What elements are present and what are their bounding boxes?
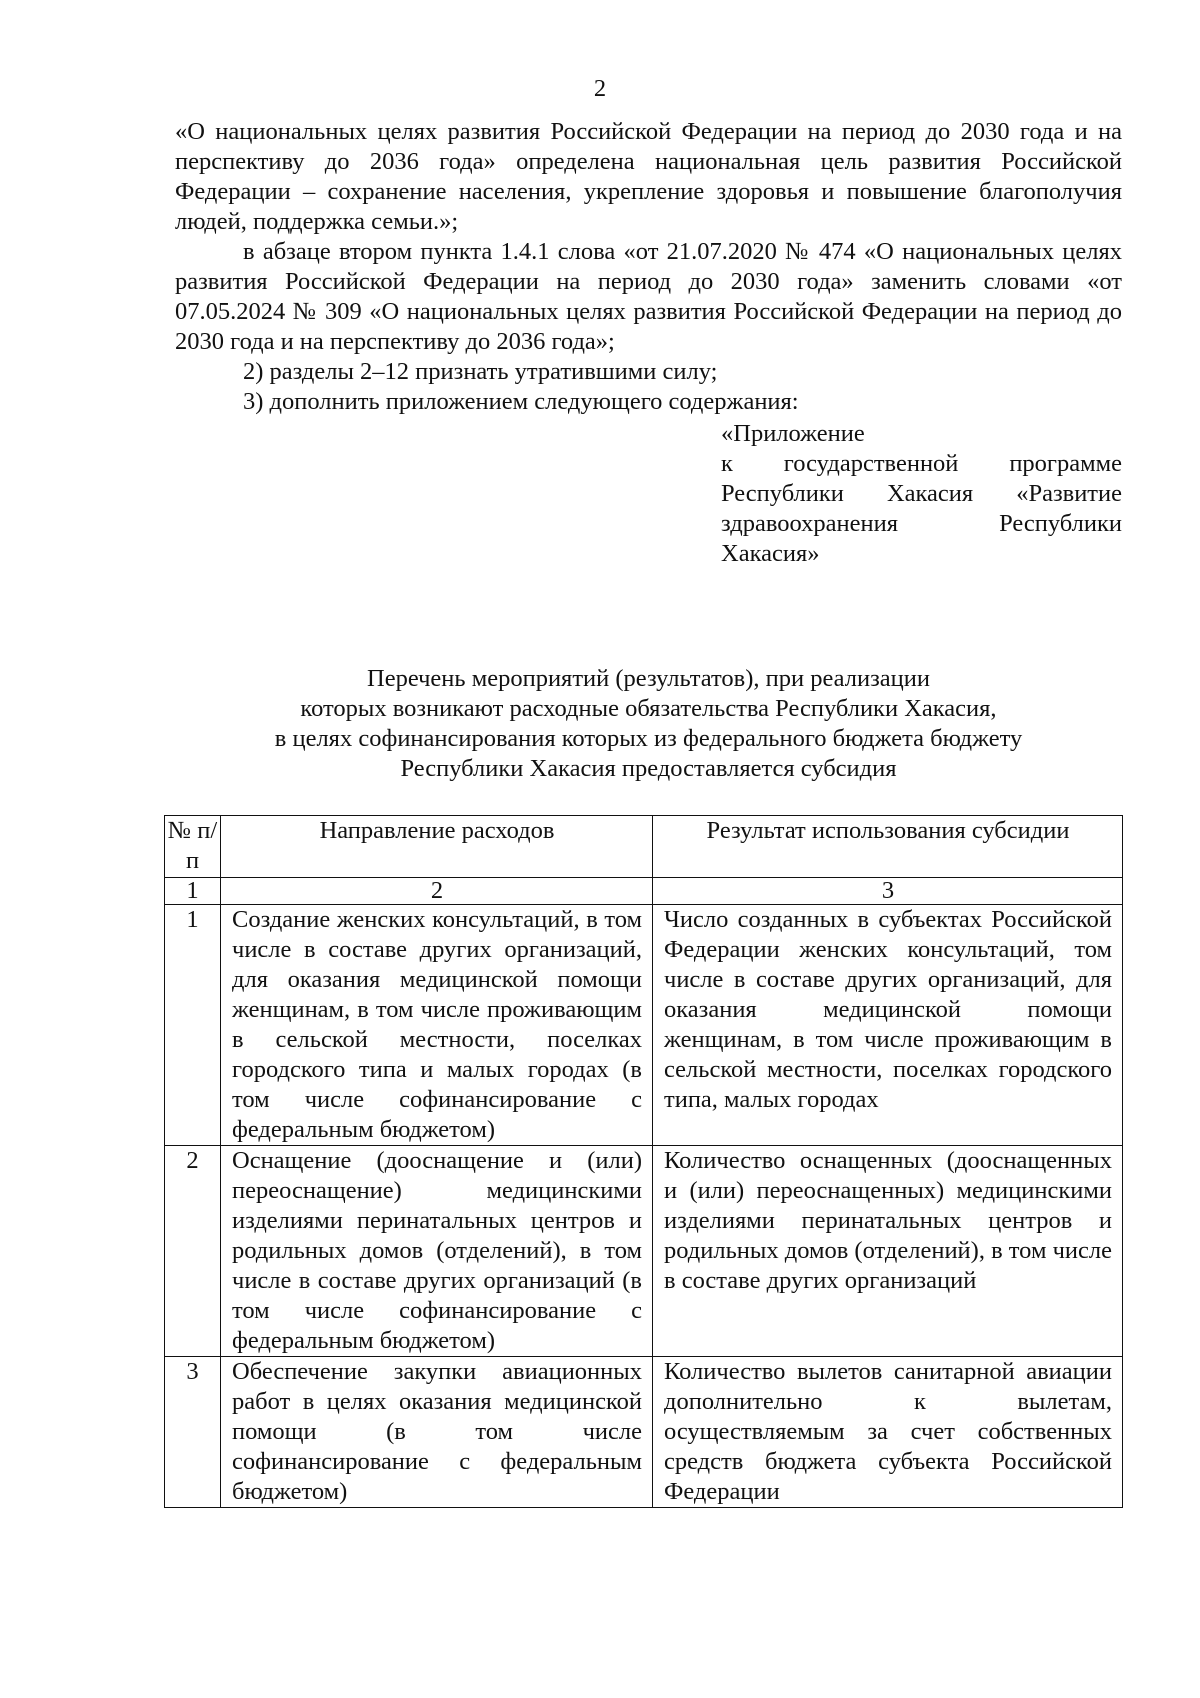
header-number: № п/п [165,816,221,878]
row-direction: Обеспечение закупки авиационных работ в целях оказания медицинской помощи (в том числе софинансирование с федеральным бюджетом) [221,1357,653,1508]
subsidy-table [164,815,1123,1508]
header-direction: Направление расходов [221,816,653,878]
list-title-line: Перечень мероприятий (результатов), при реализации [367,665,930,692]
table-row [165,1357,1123,1508]
column-number: 3 [653,878,1123,905]
paragraph-continuation: «О национальных целях развития Российской Федерации на период до 2030 года и на перспективу до 2036 года» определена национальная цель развития Российской Федерации – сохранение населения, укрепление здоровья и повышение благополучия людей, поддержка семьи.»; [175,118,1122,235]
row-number: 1 [165,905,221,1146]
row-result: Количество вылетов санитарной авиации дополнительно к вылетам, осуществляемым за счет собственных средств бюджета субъекта Российской Федерации [653,1357,1123,1508]
table-column-numbers-row [165,878,1123,905]
table-row [165,905,1123,1146]
page-number: 2 [593,75,607,102]
row-result: Число созданных в субъектах Российской Федерации женских консультаций, том числе в составе других организаций, для оказания медицинской помощи женщинам, в том числе проживающим в сельской местности, поселках городского типа, малых городах [653,905,1123,1146]
row-result: Количество оснащенных (дооснащенных и (или) переоснащенных) медицинскими изделиями перинатальных центров и родильных домов (отделений), в том числе в составе других организаций [653,1146,1123,1357]
row-direction: Оснащение (дооснащение и (или) переоснащение) медицинскими изделиями перинатальных центров и родильных домов (отделений), в том числе в составе других организаций (в том числе софинансирование с федеральным бюджетом) [221,1146,653,1357]
list-title-line: которых возникают расходные обязательства Республики Хакасия, [300,695,997,722]
row-number: 2 [165,1146,221,1357]
column-number: 1 [165,878,221,905]
list-title-line: Республики Хакасия предоставляется субсидия [400,755,897,782]
column-number: 2 [221,878,653,905]
row-direction: Создание женских консультаций, в том числе в составе других организаций, для оказания медицинской помощи женщинам, в том числе проживающим в сельской местности, поселках городского типа и малых городах (в том числе софинансирование с федеральным бюджетом) [221,905,653,1146]
table-header-row [165,816,1123,878]
list-title-line: в целях софинансирования которых из федерального бюджета бюджету [274,725,1023,752]
appendix-header [721,419,1122,569]
header-result: Результат использования субсидии [653,816,1123,878]
row-number: 3 [165,1357,221,1508]
paragraph-sections-void: 2) разделы 2–12 признать утратившими силу; [243,358,718,385]
list-title [175,664,1122,784]
appendix-heading: «Приложение [721,420,865,447]
table-row [165,1146,1123,1357]
body-text [175,117,1122,417]
paragraph-amendment-1-4-1: в абзаце втором пункта 1.4.1 слова «от 21.07.2020 № 474 «О национальных целях развития Российской Федерации на период до 2030 года» заменить словами «от 07.05.2024 № 309 «О национальных целях развития Российской Федерации на период до 2030 года и на перспективу до 2036 года»; [175,238,1122,355]
paragraph-add-appendix: 3) дополнить приложением следующего содержания: [243,388,799,415]
appendix-reference: к государственной программе Республики Хакасия «Развитие здравоохранения Республики Хакасия» [721,450,1122,567]
